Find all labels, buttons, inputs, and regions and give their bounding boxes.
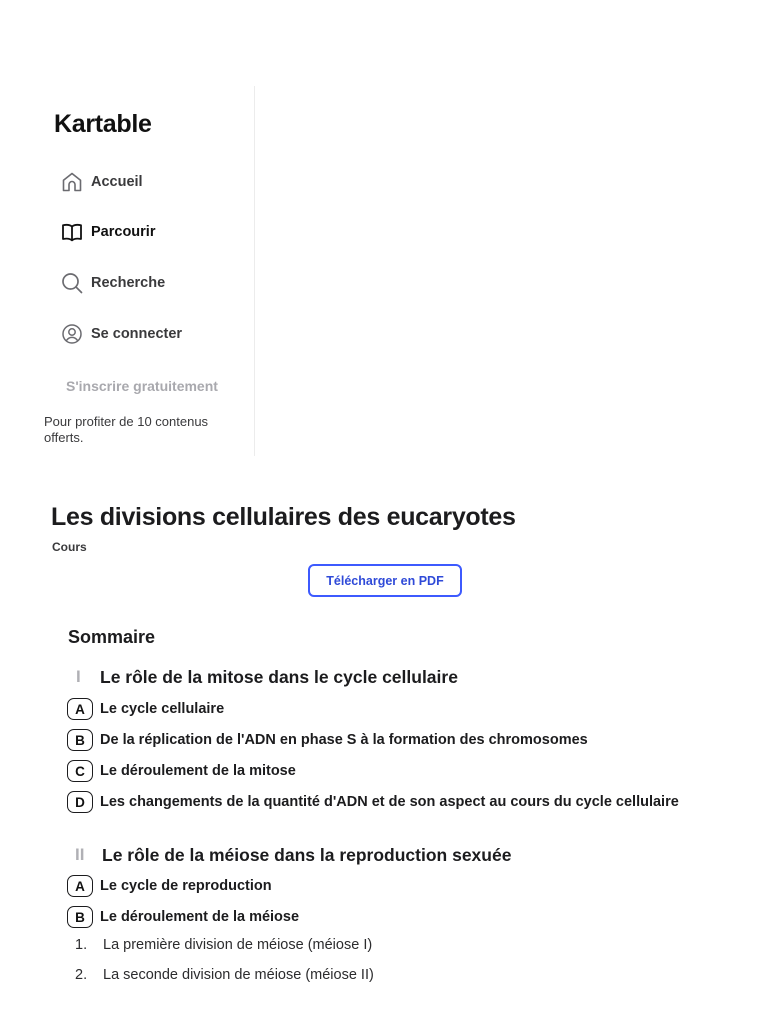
search-icon <box>60 271 84 295</box>
section-label: Le déroulement de la méiose <box>100 909 300 925</box>
toc-subsection[interactable] <box>75 967 374 983</box>
toc-section[interactable] <box>67 874 272 898</box>
nav-label: Se connecter <box>91 326 183 342</box>
nav-item-parcourir[interactable] <box>60 218 155 246</box>
section-label: Les changements de la quantité d'ADN et de son aspect au cours du cycle cellulaire <box>100 794 679 810</box>
toc-section[interactable] <box>67 905 299 929</box>
nav-label: Parcourir <box>91 224 156 240</box>
toc-section[interactable] <box>67 728 588 752</box>
nav-label: Accueil <box>91 174 143 190</box>
section-label: Le cycle cellulaire <box>100 701 225 717</box>
part-title-1[interactable]: Le rôle de la mitose dans le cycle cellulaire <box>100 667 458 687</box>
subsection-number: 1. <box>75 937 88 953</box>
part-number: II <box>75 845 85 864</box>
signup-note: Pour profiter de 10 contenus offerts. <box>44 414 209 445</box>
subsection-number: 2. <box>75 967 88 983</box>
toc-section[interactable] <box>67 697 224 721</box>
toc-title: Sommaire <box>68 627 156 647</box>
download-pdf-button[interactable]: Télécharger en PDF <box>308 564 462 597</box>
signup-link[interactable]: S'inscrire gratuitement <box>66 378 218 394</box>
section-letter-badge: D <box>67 791 93 813</box>
section-label: De la réplication de l'ADN en phase S à la formation des chromosomes <box>100 732 588 748</box>
home-icon <box>60 170 84 194</box>
toc-section[interactable] <box>67 759 296 783</box>
part-title-2[interactable]: Le rôle de la méiose dans la reproduction sexuée <box>102 845 512 865</box>
nav-item-accueil[interactable] <box>60 168 143 196</box>
brand-logo[interactable]: Kartable <box>54 110 152 138</box>
section-label: Le déroulement de la mitose <box>100 763 296 779</box>
sidebar <box>0 86 255 456</box>
section-letter-badge: B <box>67 906 93 928</box>
section-letter-badge: B <box>67 729 93 751</box>
page-type-label: Cours <box>52 540 87 554</box>
toc-section[interactable] <box>67 790 679 814</box>
nav-label: Recherche <box>91 275 166 291</box>
user-circle-icon <box>60 322 84 346</box>
book-icon <box>60 220 84 244</box>
section-letter-badge: A <box>67 875 93 897</box>
section-letter-badge: A <box>67 698 93 720</box>
subsection-label: La seconde division de méiose (méiose II) <box>103 967 374 983</box>
page-title: Les divisions cellulaires des eucaryotes <box>51 503 516 531</box>
toc-subsection[interactable] <box>75 937 372 953</box>
section-label: Le cycle de reproduction <box>100 878 272 894</box>
subsection-label: La première division de méiose (méiose I) <box>103 937 373 953</box>
section-letter-badge: C <box>67 760 93 782</box>
nav-item-se-connecter[interactable] <box>60 320 182 348</box>
part-number: I <box>76 667 81 686</box>
nav-item-recherche[interactable] <box>60 269 165 297</box>
